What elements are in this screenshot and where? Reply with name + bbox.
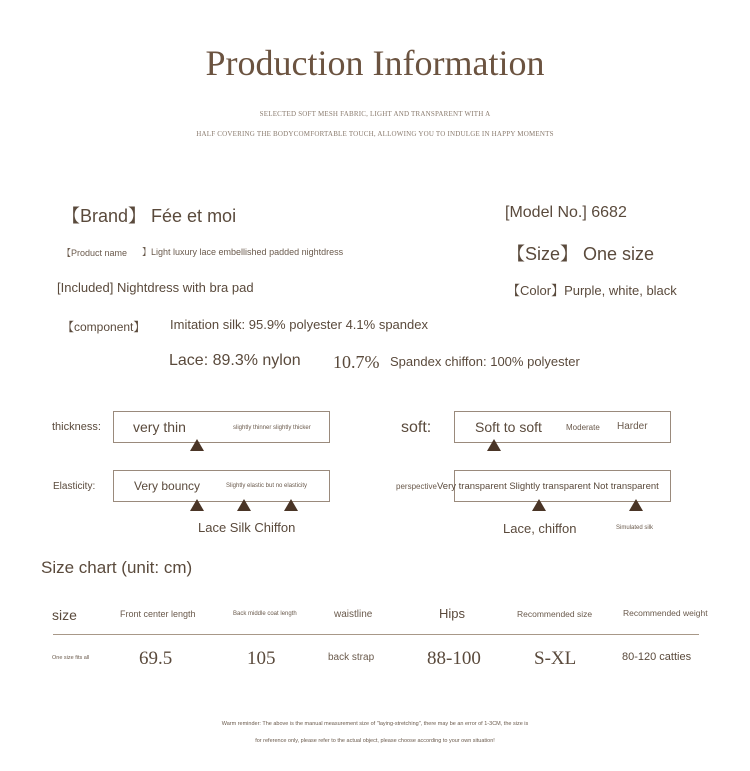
size-chart-cell-front-length: 69.5 [139, 648, 173, 669]
component-lace-pct: 10.7% [333, 352, 380, 372]
elasticity-other-options: Slightly elastic but no elasticity [226, 483, 308, 489]
thickness-label: thickness: [52, 421, 101, 433]
brand-info: 【Brand】 Fée et moi [62, 206, 237, 226]
color-info: 【Color】Purple, white, black [507, 283, 677, 298]
thickness-marker-icon [190, 439, 204, 451]
perspective-options: Very transparent Slightly transparent Not transparent [437, 481, 659, 492]
subtitle-line-2: HALF COVERING THE BODYCOMFORTABLE TOUCH, ALLOWING YOU TO INDULGE IN HAPPY MOMENTS [196, 130, 554, 138]
perspective-label: perspective [396, 482, 437, 491]
size-chart-title: Size chart (unit: cm) [41, 558, 193, 577]
model-info: [Model No.] 6682 [505, 204, 627, 221]
size-chart-cell-back-length: 105 [247, 648, 276, 669]
elasticity-main-option: Very bouncy [134, 479, 201, 493]
elasticity-caption: Lace Silk Chiffon [198, 520, 296, 535]
footer-note-line-1: Warm reminder: The above is the manual measurement size of "laying-stretching", there may be an error of 1-3CM, the size is [221, 721, 529, 727]
size-chart-header-size: size [52, 607, 77, 623]
elasticity-marker-lace-icon [190, 499, 204, 511]
subtitle-line-1: SELECTED SOFT MESH FABRIC, LIGHT AND TRANSPARENT WITH A [259, 110, 491, 118]
thickness-main-option: very thin [133, 419, 186, 435]
component-label: 【component】 [62, 320, 146, 334]
elasticity-marker-chiffon-icon [284, 499, 298, 511]
component-lace: Lace: 89.3% nylon [169, 352, 301, 369]
size-chart-cell-recommended-size: S-XL [534, 648, 577, 669]
product-name-value: 】Light luxury lace embellished padded nightdress [142, 247, 344, 257]
size-chart-cell-recommended-weight: 80-120 catties [622, 651, 692, 663]
size-chart-header-back-length: Back middle coat length [233, 611, 297, 617]
size-chart-header-front-length: Front center length [120, 609, 196, 619]
size-chart-header-hips: Hips [439, 606, 466, 621]
perspective-caption-left: Lace, chiffon [503, 521, 577, 536]
size-chart-header-waistline: waistline [334, 609, 373, 620]
thickness-other-options: slightly thinner slightly thicker [233, 425, 311, 431]
elasticity-label: Elasticity: [53, 481, 96, 492]
soft-label: soft: [401, 419, 432, 436]
component-silk: Imitation silk: 95.9% polyester 4.1% spandex [170, 317, 428, 332]
size-chart-divider [53, 634, 699, 635]
perspective-marker-lace-icon [532, 499, 546, 511]
soft-main-option: Soft to soft [475, 419, 542, 435]
elasticity-marker-silk-icon [237, 499, 251, 511]
soft-option-moderate: Moderate [566, 423, 600, 432]
size-chart-cell-hips: 88-100 [427, 648, 481, 669]
product-name-label: 【Product name [62, 248, 128, 258]
size-chart-header-recommended-size: Recommended size [517, 609, 593, 619]
size-chart-header-recommended-weight: Recommended weight [623, 608, 708, 618]
perspective-caption-right: Simulated silk [616, 525, 654, 531]
size-info: 【Size】 One size [507, 244, 655, 264]
size-chart-cell-size: One size fits all [52, 655, 90, 661]
footer-note-line-2: for reference only, please refer to the actual object, please choose according to your own situation! [255, 738, 495, 744]
component-chiffon: Spandex chiffon: 100% polyester [390, 354, 580, 369]
soft-option-harder: Harder [617, 421, 648, 432]
page-title: Production Information [205, 43, 545, 83]
included-info: [Included] Nightdress with bra pad [57, 280, 254, 295]
perspective-marker-silk-icon [629, 499, 643, 511]
size-chart-cell-waistline: back strap [328, 652, 375, 663]
soft-marker-icon [487, 439, 501, 451]
